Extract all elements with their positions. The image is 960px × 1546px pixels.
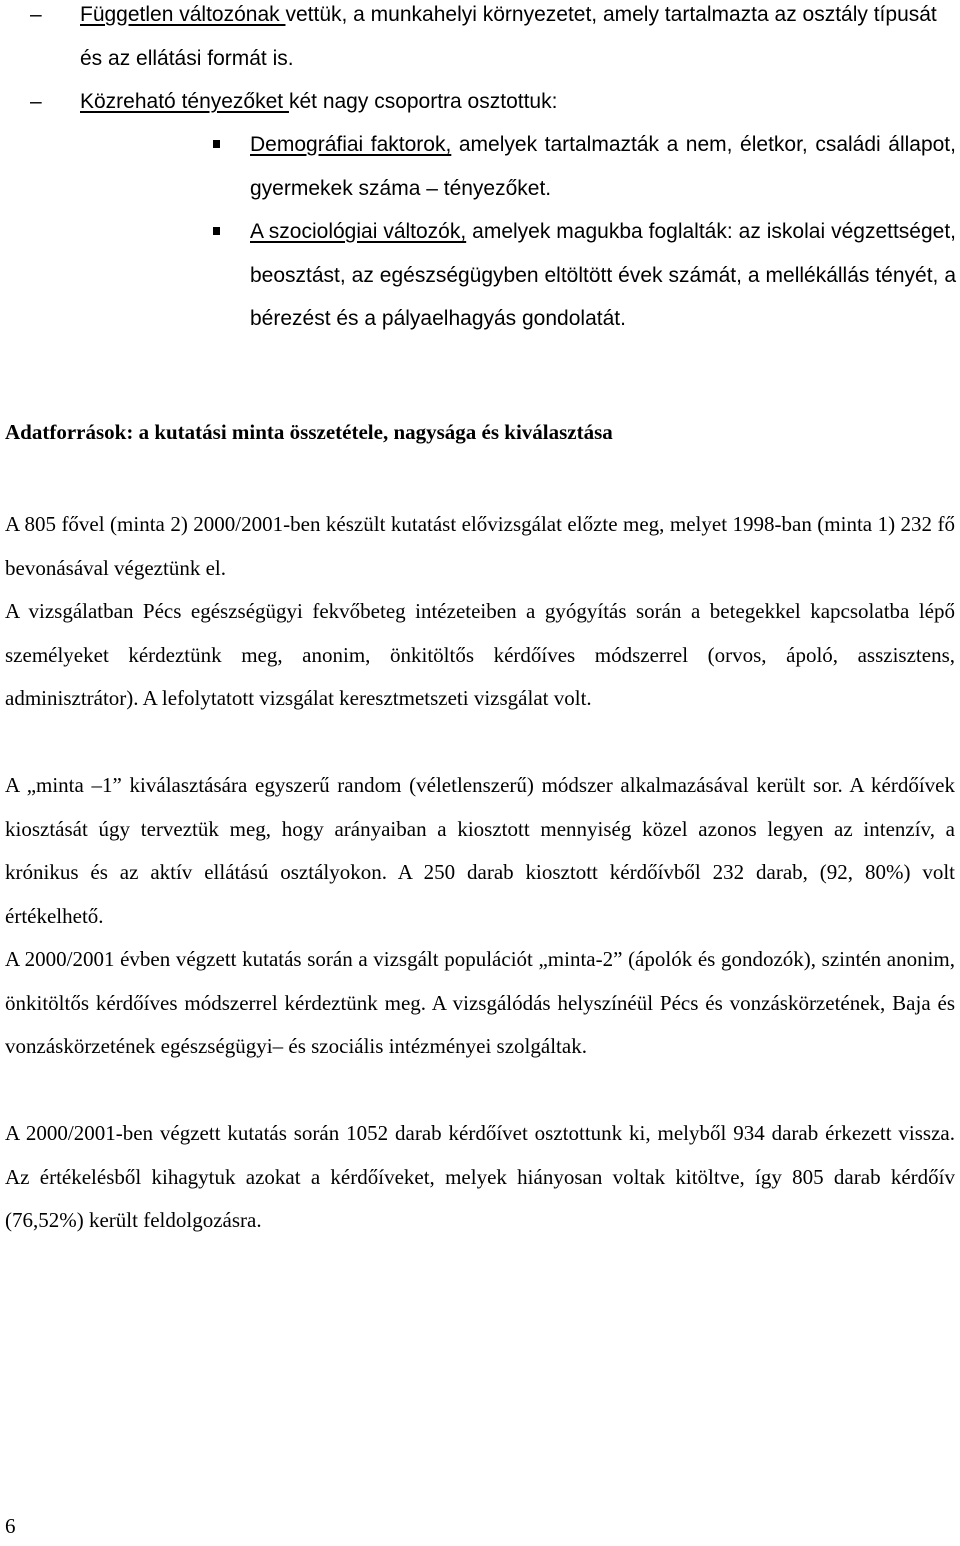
body-paragraph: A „minta –1” kiválasztására egyszerű random (véletlenszerű) módszer alkalmazásával került sor. A kérdőívek kiosztását úgy terveztük meg, hogy arányaiban a kiosztott mennyiség közel azonos legyen az intenzív, a krónikus és az aktív ellátású osztályokon. A 250 darab kiosztott kérdőívből 232 darab, (92, 80%) volt értékelhető. (5, 773, 955, 928)
dash-list-item (0, 0, 960, 80)
list-item-lead: Független változónak (80, 3, 286, 26)
square-list-item (250, 210, 956, 341)
list-item-lead: A szociológiai változók, (250, 220, 467, 243)
dash-list-item (0, 80, 960, 124)
list-item-text: vettük, a munkahelyi környezetet, amely tartalmazta az osztály típusát és az ellátási formát is. (80, 3, 937, 70)
list-item-text: amelyek magukba foglalták: az iskolai végzettséget, beosztást, az egészségügyben eltöltött évek számát, a mellékállás tényét, a bérezést és a pályaelhagyás gondolatát. (250, 220, 956, 330)
list-item-text: amelyek tartalmazták a nem, életkor, családi állapot, gyermekek száma – tényezőket. (250, 133, 956, 200)
body-paragraph: A 2000/2001-ben végzett kutatás során 1052 darab kérdőívet osztottunk ki, melyből 934 darab érkezett vissza. Az értékelésből kihagytuk azokat a kérdőíveket, melyek hiányosan voltak kitöltve, így 805 darab kérdőív (76,52%) került feldolgozásra. (5, 1121, 955, 1232)
page-number: 6 (5, 1514, 16, 1538)
list-item-lead: Közreható tényezőket (80, 90, 289, 113)
section-heading: Adatforrások: a kutatási minta összetétele, nagysága és kiválasztása (5, 420, 613, 444)
dash-bullet: – (30, 3, 42, 26)
square-bullet-icon (213, 227, 220, 235)
square-list-item (250, 123, 956, 210)
dash-bullet: – (30, 90, 42, 113)
body-paragraph: A 2000/2001 évben végzett kutatás során a vizsgált populációt „minta-2” (ápolók és gondozók), szintén anonim, önkitöltős kérdőíves módszerrel kérdeztünk meg. A vizsgálódás helyszínéül Pécs és vonzáskörzetének, Baja és vonzáskörzetének egészségügyi– és szociális intézményei szolgáltak. (5, 947, 955, 1058)
list-item-lead: Demográfiai faktorok, (250, 133, 452, 156)
body-paragraph: A 805 fővel (minta 2) 2000/2001-ben készült kutatást elővizsgálat előzte meg, melyet 1998-ban (minta 1) 232 fő bevonásával végeztünk el. (5, 512, 955, 580)
square-bullet-icon (213, 140, 220, 148)
body-paragraph: A vizsgálatban Pécs egészségügyi fekvőbeteg intézeteiben a gyógyítás során a betegekkel kapcsolatba lépő személyeket kérdeztünk meg, anonim, önkitöltős kérdőíves módszerrel (orvos, ápoló, asszisztens, adminisztrátor). A lefolytatott vizsgálat keresztmetszeti vizsgálat volt. (5, 599, 955, 710)
list-item-text: két nagy csoportra osztottuk: (288, 90, 558, 113)
